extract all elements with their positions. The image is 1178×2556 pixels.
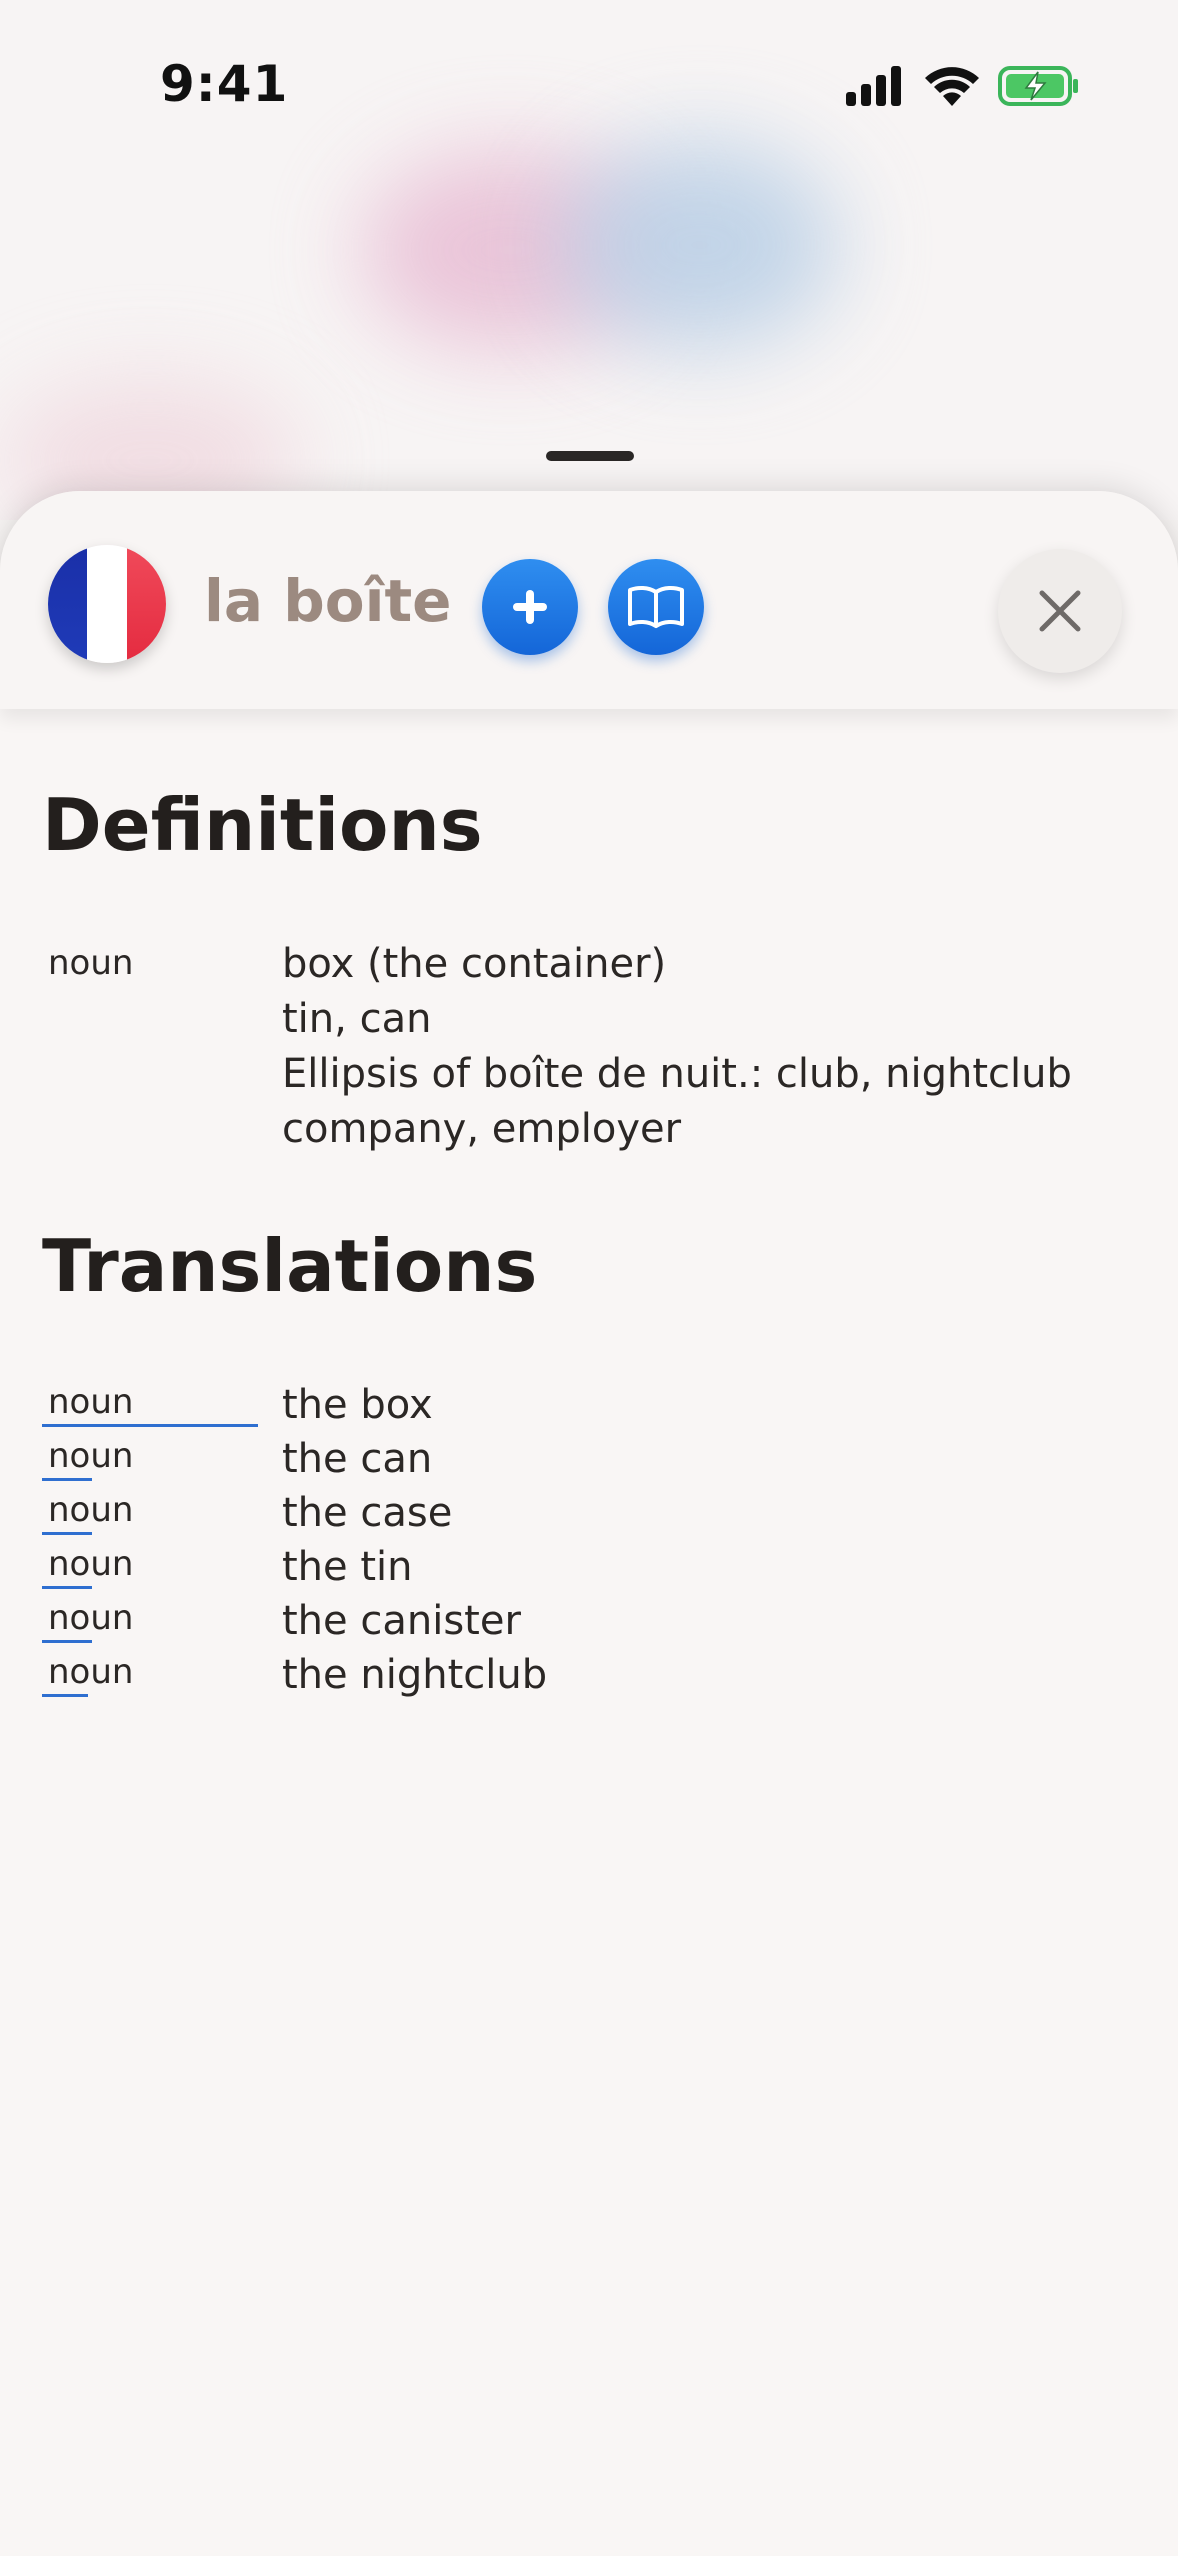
backdrop-blob (560, 140, 840, 350)
battery-charging-icon (998, 66, 1080, 106)
translation-pos: noun (48, 1652, 134, 1692)
status-bar (0, 0, 1178, 130)
book-icon (626, 584, 686, 630)
selected-underline (42, 1424, 258, 1427)
france-flag-icon (48, 545, 166, 663)
translation-pos: noun (48, 1598, 134, 1638)
word-detail-sheet (0, 491, 1178, 2556)
translation-pos: noun (48, 1544, 134, 1584)
underline (42, 1694, 88, 1697)
close-button[interactable] (998, 549, 1122, 673)
translation-pos: noun (48, 1436, 134, 1476)
definition-item: box (the container) (282, 941, 667, 987)
translation-row[interactable] (0, 1598, 1178, 1652)
sheet-grabber[interactable] (546, 451, 634, 461)
translation-pos: noun (48, 1490, 134, 1530)
dictionary-button[interactable] (608, 559, 704, 655)
translation-row[interactable] (0, 1490, 1178, 1544)
definition-item: tin, can (282, 996, 432, 1042)
definitions-heading: Definitions (42, 783, 483, 867)
translation-text: the nightclub (282, 1652, 548, 1698)
translation-text: the can (282, 1436, 433, 1482)
add-word-button[interactable] (482, 559, 578, 655)
wifi-icon (924, 64, 980, 106)
translation-pos: noun (48, 1382, 134, 1422)
definition-pos: noun (48, 943, 134, 983)
translations-heading: Translations (42, 1224, 538, 1308)
underline (42, 1532, 92, 1535)
word-title: la boîte (204, 567, 452, 635)
underline (42, 1640, 92, 1643)
sheet-header (0, 491, 1178, 709)
cellular-signal-icon (846, 66, 906, 106)
close-icon (1036, 587, 1084, 635)
translation-row[interactable] (0, 1436, 1178, 1490)
translation-text: the canister (282, 1598, 521, 1644)
translation-text: the case (282, 1490, 453, 1536)
translation-text: the tin (282, 1544, 413, 1590)
status-time: 9:41 (160, 55, 289, 113)
translation-text: the box (282, 1382, 433, 1428)
definition-item: company, employer (282, 1106, 682, 1152)
underline (42, 1478, 92, 1481)
plus-icon (510, 587, 550, 627)
translation-row[interactable] (0, 1382, 1178, 1436)
underline (42, 1586, 92, 1589)
translation-row[interactable] (0, 1652, 1178, 1706)
translation-row[interactable] (0, 1544, 1178, 1598)
definition-item: Ellipsis of boîte de nuit.: club, nightclub (282, 1051, 1072, 1097)
